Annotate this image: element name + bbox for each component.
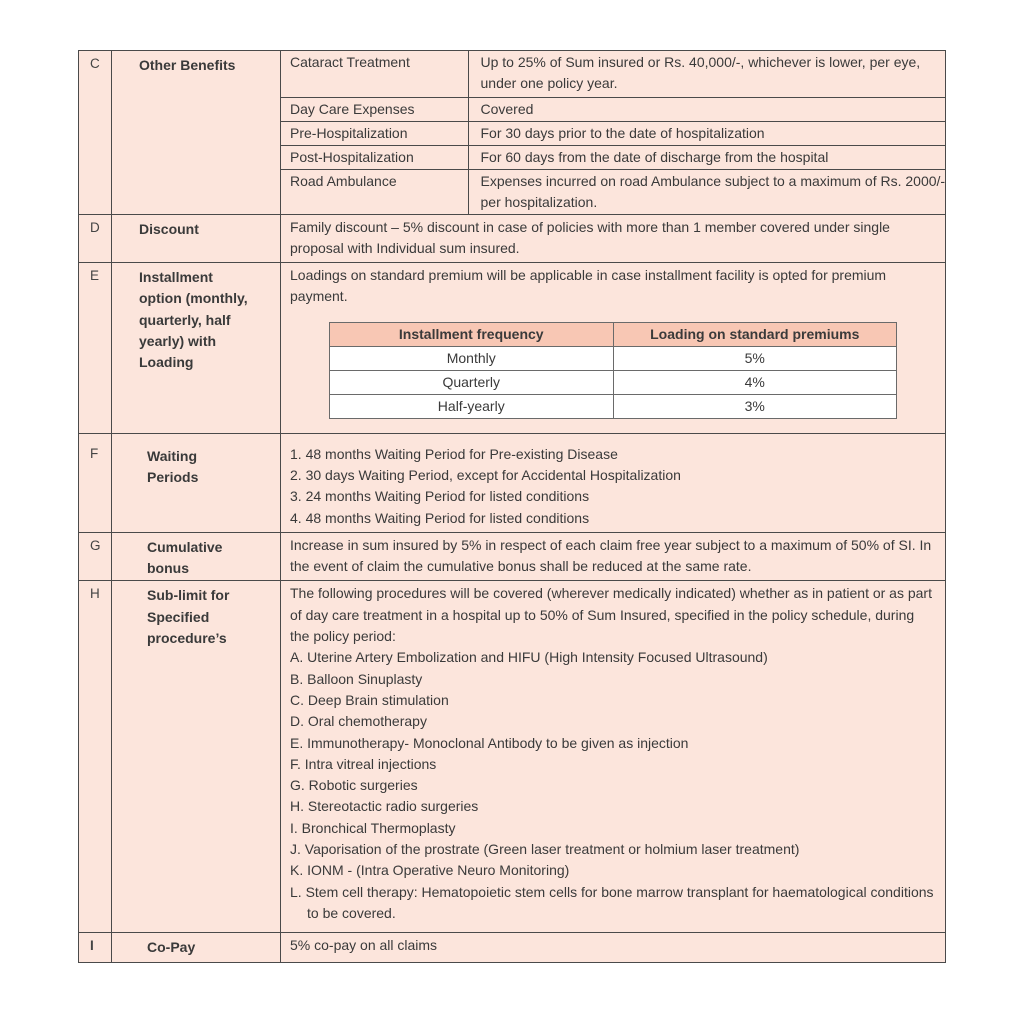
list-item: D. Oral chemotherapy: [290, 713, 427, 730]
list-item: J. Vaporisation of the prostrate (Green laser treatment or holmium laser treatment): [290, 841, 800, 858]
row-letter: G: [79, 532, 112, 581]
list-item: K. IONM - (Intra Operative Neuro Monitoring): [290, 862, 570, 879]
benefit-row: [281, 121, 946, 145]
row-title: Sub-limit for Specified procedure’s: [112, 581, 281, 933]
benefit-name: Day Care Expenses: [281, 97, 468, 121]
benefits-document: [78, 50, 945, 963]
benefit-value: Covered: [468, 97, 946, 121]
row-sub-limit: [79, 581, 946, 933]
table-row: [330, 346, 897, 370]
table-row: [330, 370, 897, 394]
row-waiting-periods: [79, 433, 946, 532]
benefit-row: [281, 97, 946, 121]
table-row: [330, 394, 897, 418]
row-other-benefits: [79, 51, 946, 215]
other-benefits-subtable: [281, 51, 946, 214]
row-title: Waiting Periods: [112, 433, 281, 532]
list-item: G. Robotic surgeries: [290, 777, 418, 794]
installment-frequency: Monthly: [330, 346, 614, 370]
row-discount: [79, 214, 946, 263]
row-title: Co-Pay: [112, 933, 281, 962]
row-title: Installment option (monthly, quarterly, half yearly) with Loading: [112, 263, 281, 434]
row-letter: E: [79, 263, 112, 434]
benefit-value: For 30 days prior to the date of hospitalization: [468, 121, 946, 145]
benefits-table: [78, 50, 946, 963]
row-title: Other Benefits: [112, 51, 281, 215]
row-letter: H: [79, 581, 112, 933]
installment-table: [329, 322, 897, 419]
installment-frequency: Half-yearly: [330, 394, 614, 418]
row-letter: D: [79, 214, 112, 263]
benefit-name: Cataract Treatment: [281, 51, 468, 97]
benefit-value: For 60 days from the date of discharge from the hospital: [468, 145, 946, 169]
benefit-row: [281, 169, 946, 214]
discount-text: Family discount – 5% discount in case of policies with more than 1 member covered under single proposal with Individual sum insured.: [281, 214, 946, 263]
benefit-row: [281, 145, 946, 169]
row-installment: [79, 263, 946, 434]
benefit-name: Road Ambulance: [281, 169, 468, 214]
row-letter: F: [79, 433, 112, 532]
sub-limit-intro: The following procedures will be covered (wherever medically indicated) whether as in patient or as part of day care treatment in a hospital up to 50% of Sum Insured, specified in the policy schedule, during the policy period:: [290, 585, 932, 645]
list-item: B. Balloon Sinuplasty: [290, 670, 423, 687]
benefit-name: Pre-Hospitalization: [281, 121, 468, 145]
row-co-pay: [79, 933, 946, 962]
cumulative-bonus-text: Increase in sum insured by 5% in respect of each claim free year subject to a maximum of 50% of SI. In the event of claim the cumulative bonus shall be reduced at the same rate.: [281, 532, 946, 581]
benefit-name: Post-Hospitalization: [281, 145, 468, 169]
list-item: C. Deep Brain stimulation: [290, 691, 449, 708]
benefit-value: Up to 25% of Sum insured or Rs. 40,000/-, whichever is lower, per eye, under one policy year.: [468, 51, 946, 97]
list-item: I. Bronchical Thermoplasty: [290, 819, 456, 836]
column-header: Loading on standard premiums: [613, 322, 897, 346]
list-item: E. Immunotherapy- Monoclonal Antibody to be given as injection: [290, 734, 689, 751]
row-title: Cumulative bonus: [112, 532, 281, 581]
list-item: L. Stem cell therapy: Hematopoietic stem cells for bone marrow transplant for haematological conditions to be covered.: [290, 883, 934, 921]
installment-text: Loadings on standard premium will be applicable in case installment facility is opted for premium payment.: [290, 267, 887, 305]
list-item: 2. 30 days Waiting Period, except for Accidental Hospitalization: [290, 466, 681, 483]
list-item: 4. 48 months Waiting Period for listed conditions: [290, 509, 590, 526]
co-pay-text: 5% co-pay on all claims: [281, 933, 946, 962]
installment-loading: 4%: [613, 370, 897, 394]
list-item: H. Stereotactic radio surgeries: [290, 798, 479, 815]
installment-loading: 5%: [613, 346, 897, 370]
benefit-value: Expenses incurred on road Ambulance subject to a maximum of Rs. 2000/- per hospitalization.: [468, 169, 946, 214]
installment-loading: 3%: [613, 394, 897, 418]
row-letter: C: [79, 51, 112, 215]
column-header: Installment frequency: [330, 322, 614, 346]
list-item: F. Intra vitreal injections: [290, 755, 437, 772]
list-item: A. Uterine Artery Embolization and HIFU (High Intensity Focused Ultrasound): [290, 649, 768, 666]
row-letter: I: [79, 933, 112, 962]
list-item: 3. 24 months Waiting Period for listed conditions: [290, 488, 590, 505]
installment-frequency: Quarterly: [330, 370, 614, 394]
row-cumulative-bonus: [79, 532, 946, 581]
benefit-row: [281, 51, 946, 97]
row-title: Discount: [112, 214, 281, 263]
list-item: 1. 48 months Waiting Period for Pre-existing Disease: [290, 445, 618, 462]
